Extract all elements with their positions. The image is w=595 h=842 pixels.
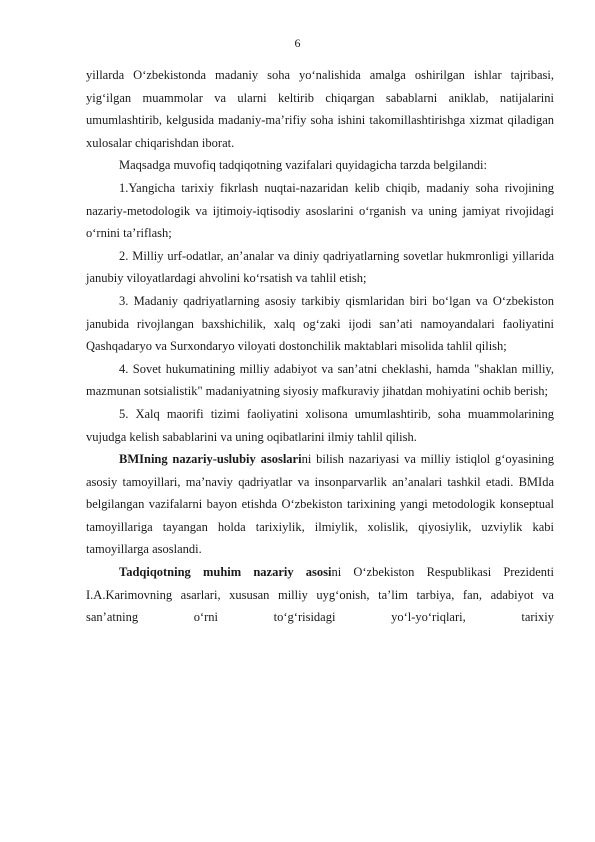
- methodology-text: ni bilish nazariyasi va milliy istiqlol g‘oyasining asosiy tamoyillari, ma’naviy qadriyatlar va insonparvarlik an’analari tashkil etadi. BMIda belgilangan vazifalarni bayon etishda O‘zbekiston tarixining yangi metodologik konseptual tamoyillariga tayangan holda tarixiylik, ilmiylik, xolislik, qiyosiylik, uzviylik kabi tamoyillarga asoslandi.: [86, 452, 554, 557]
- paragraph-purpose-continued: yillarda O‘zbekistonda madaniy soha yo‘nalishida amalga oshirilgan ishlar tajribasi, yig‘ilgan muammolar va ularni keltirib chiqargan sabablarni aniklab, natijalarini umumlashtirib, kelgusida madaniy-ma’rifiy soha ishini takomillashtirishga xizmat qiladigan xulosalar chiqarishdan iborat.: [86, 68, 554, 150]
- paragraph-task-4: 4. Sovet hukumatining milliy adabiyot va san’atni cheklashi, hamda "shaklan milliy, mazmunan sotsialistik" madaniyatning siyosiy mafkuraviy jihatdan mohiyatini ochib berish;: [86, 361, 554, 399]
- paragraph-task-5: 5. Xalq maorifi tizimi faoliyatini xolisona umumlashtirib, soha muammolarining vujudga kelish sabablarini va uning oqibatlarini ilmiy tahlil qilish.: [86, 406, 554, 444]
- page-number: 6: [294, 36, 301, 50]
- theoretical-basis-heading: Tadqiqotning muhim nazariy asosi: [119, 565, 332, 580]
- paragraph-methodology: [86, 448, 554, 561]
- paragraph-tasks-intro: Maqsadga muvofiq tadqiqotning vazifalari quyidagicha tarzda belgilandi:: [119, 158, 487, 173]
- methodology-heading: BMIning nazariy-uslubiy asoslari: [119, 452, 302, 467]
- paragraph-task-2: 2. Milliy urf-odatlar, an’analar va diniy qadriyatlarning sovetlar hukmronligi yillarida janubiy viloyatlardagi ahvolini ko‘rsatish va tahlil etish;: [86, 248, 554, 286]
- document-body: [86, 64, 554, 629]
- paragraph-task-1: 1.Yangicha tarixiy fikrlash nuqtai-nazaridan kelib chiqib, madaniy soha rivojining nazariy-metodologik va ijtimoiy-iqtisodiy asoslarini o‘rganish va uning jamiyat rivojidagi o‘rnini ta’riflash;: [86, 180, 554, 241]
- theoretical-basis-text: ni O‘zbekiston Respublikasi Prezidenti I.A.Karimovning asarlari, xususan milliy uyg‘onish, ta’lim tarbiya, fan, adabiyot va san’atning o‘rni to‘g‘risidagi yo‘l-yo‘riqlari, tarixiy: [86, 565, 554, 625]
- paragraph-task-3: 3. Madaniy qadriyatlarning asosiy tarkibiy qismlaridan biri bo‘lgan va O‘zbekiston janubida rivojlangan baxshichilik, xalq og‘zaki ijodi san’ati namoyandalari faoliyatini Qashqadaryo va Surxondaryo viloyati dostonchilik maktablari misolida tahlil qilish;: [86, 293, 554, 354]
- paragraph-theoretical-basis: [86, 561, 554, 629]
